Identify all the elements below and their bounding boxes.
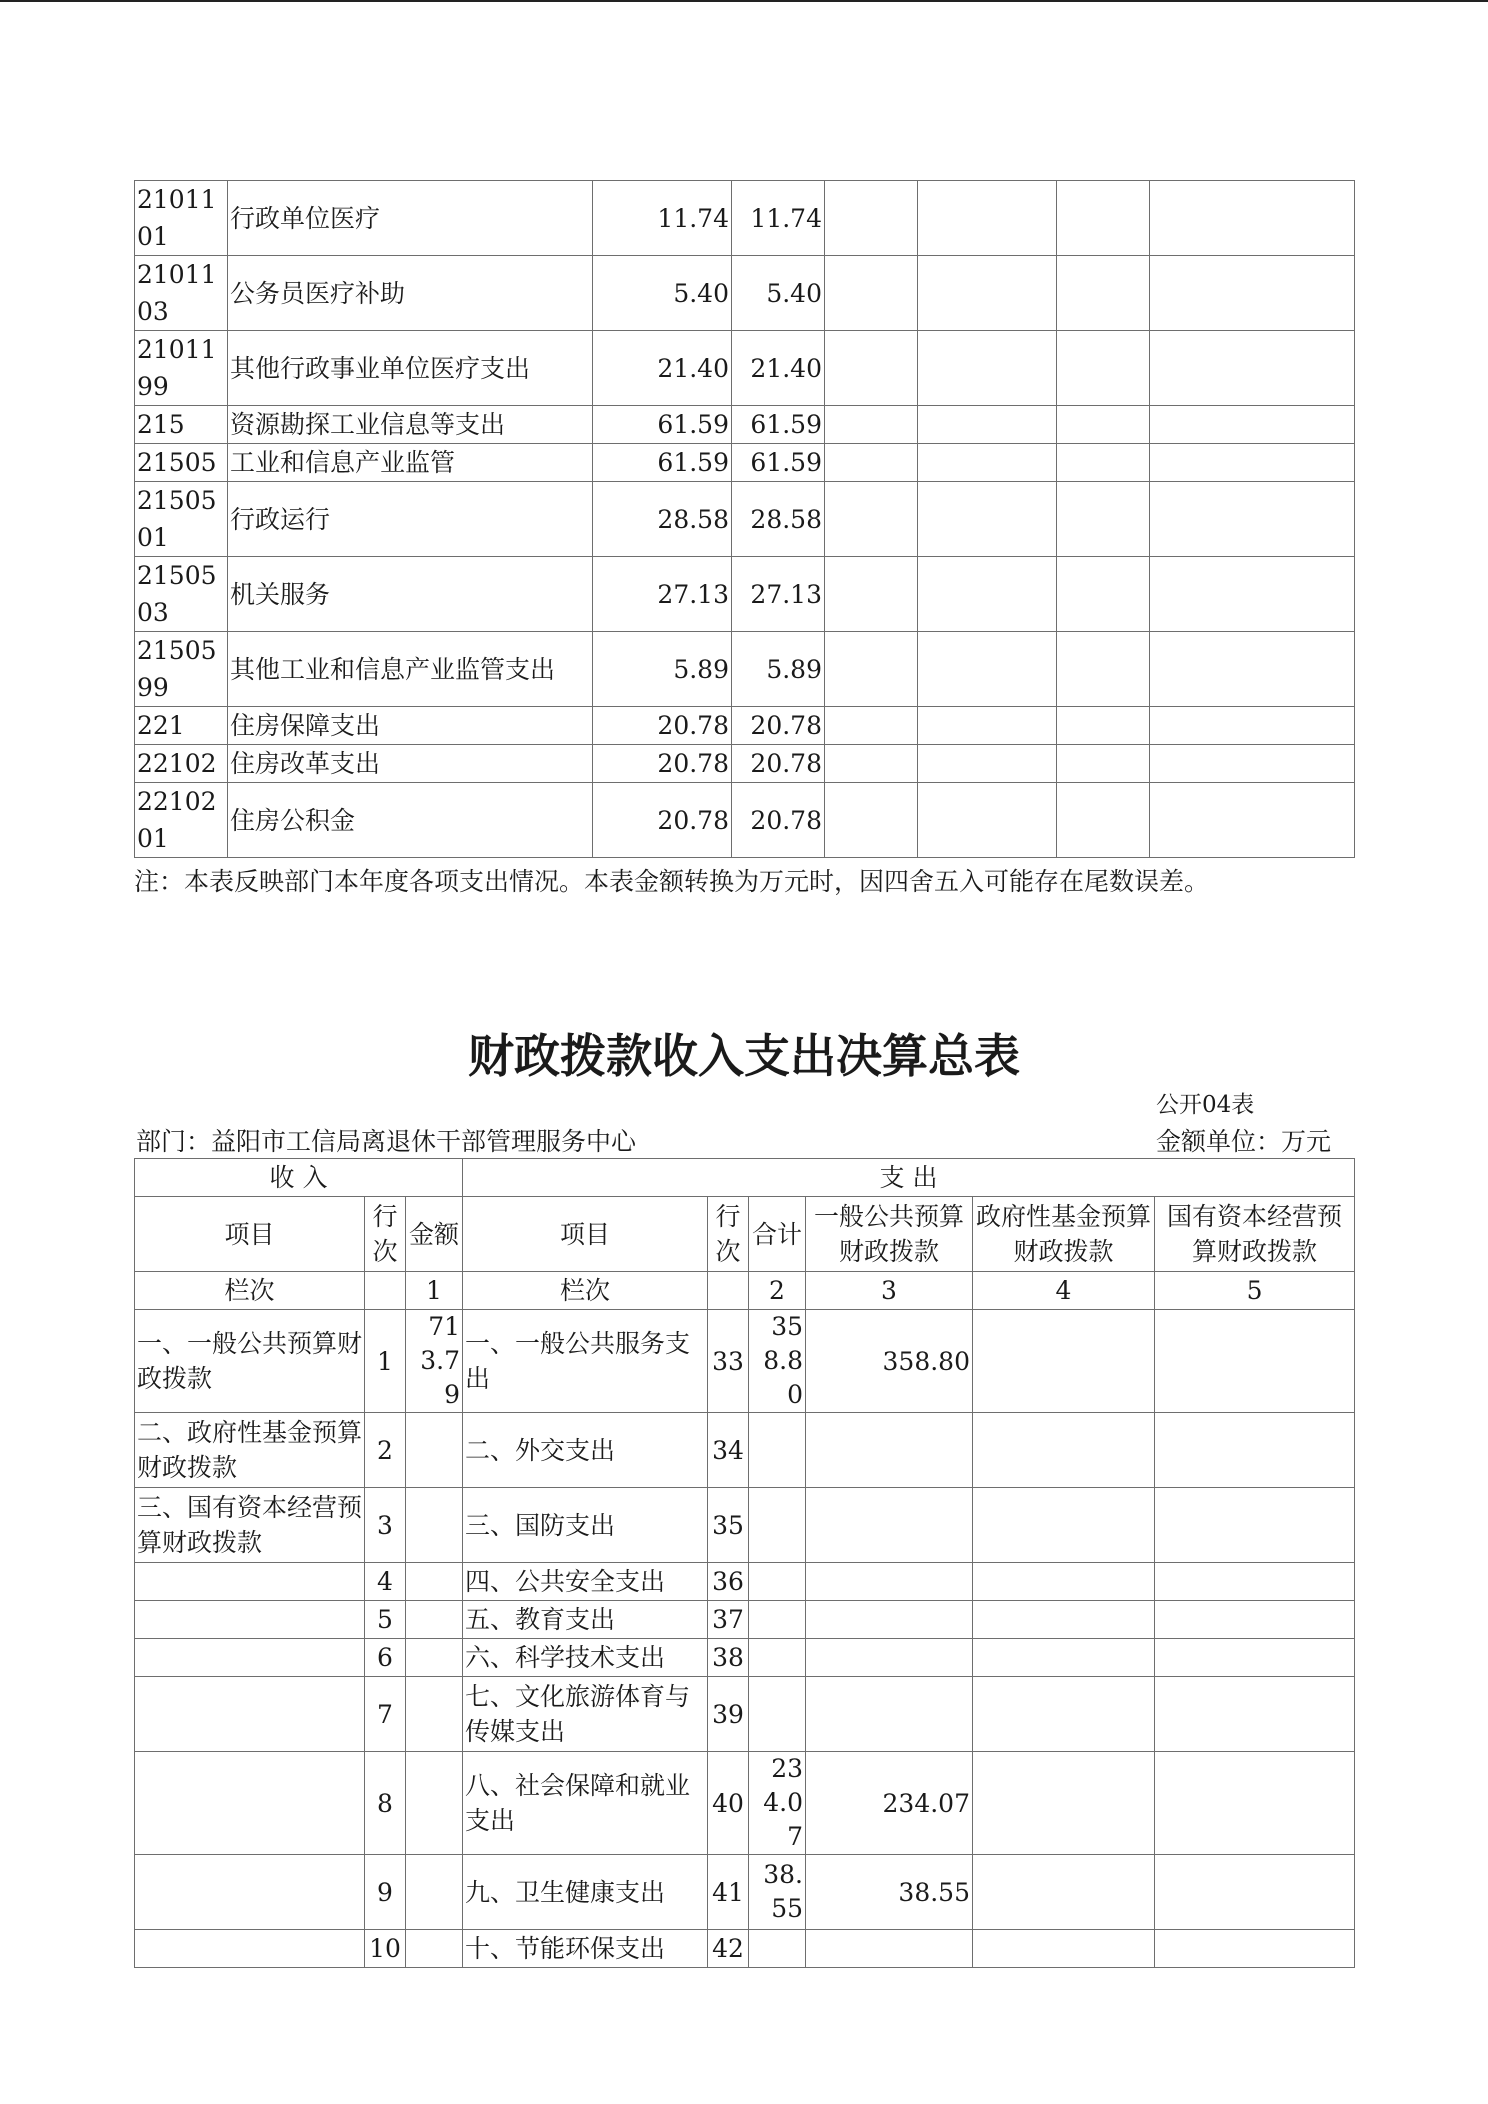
column-index: 2 bbox=[749, 1272, 806, 1310]
empty-cell bbox=[825, 745, 918, 783]
table-row bbox=[135, 783, 1355, 858]
amount-cell: 5.40 bbox=[593, 256, 732, 331]
income-line-no: 8 bbox=[365, 1752, 406, 1855]
empty-cell bbox=[1150, 181, 1355, 256]
amount-cell: 20.78 bbox=[593, 783, 732, 858]
fund-budget-amount bbox=[973, 1752, 1155, 1855]
empty-cell bbox=[825, 707, 918, 745]
table-row bbox=[135, 1488, 1355, 1563]
table-row bbox=[135, 444, 1355, 482]
empty-cell bbox=[918, 783, 1057, 858]
expense-item: 五、教育支出 bbox=[463, 1601, 708, 1639]
amount-cell: 5.89 bbox=[593, 632, 732, 707]
expenditure-detail-table bbox=[134, 180, 1355, 858]
empty-cell bbox=[1150, 444, 1355, 482]
expense-line-no: 38 bbox=[708, 1639, 749, 1677]
amount-cell: 20.78 bbox=[732, 745, 825, 783]
subject-name: 其他工业和信息产业监管支出 bbox=[228, 632, 593, 707]
table-row bbox=[135, 1310, 1355, 1413]
income-amount-header: 金额 bbox=[406, 1197, 463, 1272]
total-amount bbox=[749, 1563, 806, 1601]
total-amount bbox=[749, 1601, 806, 1639]
income-amount: 713.79 bbox=[406, 1310, 463, 1413]
table-row bbox=[135, 406, 1355, 444]
table-row bbox=[135, 1677, 1355, 1752]
subject-code: 21505 bbox=[135, 444, 228, 482]
total-header: 合计 bbox=[749, 1197, 806, 1272]
header-row bbox=[135, 1159, 1355, 1197]
subject-name: 其他行政事业单位医疗支出 bbox=[228, 331, 593, 406]
empty-cell bbox=[1150, 406, 1355, 444]
amount-cell: 27.13 bbox=[593, 557, 732, 632]
empty-cell bbox=[918, 444, 1057, 482]
subject-name: 工业和信息产业监管 bbox=[228, 444, 593, 482]
expense-item: 六、科学技术支出 bbox=[463, 1639, 708, 1677]
table-row bbox=[135, 557, 1355, 632]
empty-cell bbox=[1150, 632, 1355, 707]
table-row bbox=[135, 1563, 1355, 1601]
table-row bbox=[135, 482, 1355, 557]
table-row bbox=[135, 707, 1355, 745]
empty-cell bbox=[825, 482, 918, 557]
subject-code: 2210201 bbox=[135, 783, 228, 858]
empty-cell bbox=[365, 1272, 406, 1310]
total-amount bbox=[749, 1488, 806, 1563]
state-capital-amount bbox=[1155, 1563, 1355, 1601]
empty-cell bbox=[1057, 256, 1150, 331]
amount-cell: 5.89 bbox=[732, 632, 825, 707]
state-capital-amount bbox=[1155, 1677, 1355, 1752]
income-line-no: 1 bbox=[365, 1310, 406, 1413]
fund-budget-header: 政府性基金预算财政拨款 bbox=[973, 1197, 1155, 1272]
amount-unit-label: 金额单位：万元 bbox=[1156, 1127, 1332, 1156]
subject-code: 2101103 bbox=[135, 256, 228, 331]
empty-cell bbox=[1057, 557, 1150, 632]
subject-name: 住房保障支出 bbox=[228, 707, 593, 745]
empty-cell bbox=[1057, 482, 1150, 557]
fiscal-summary-table bbox=[134, 1158, 1355, 1968]
income-line-no: 3 bbox=[365, 1488, 406, 1563]
income-item bbox=[135, 1601, 365, 1639]
expense-item: 四、公共安全支出 bbox=[463, 1563, 708, 1601]
subject-code: 2150501 bbox=[135, 482, 228, 557]
empty-cell bbox=[825, 331, 918, 406]
general-budget-amount bbox=[806, 1488, 973, 1563]
income-item bbox=[135, 1563, 365, 1601]
empty-cell bbox=[1057, 444, 1150, 482]
state-capital-amount bbox=[1155, 1930, 1355, 1968]
empty-cell bbox=[825, 256, 918, 331]
empty-cell bbox=[825, 406, 918, 444]
expense-line-no: 39 bbox=[708, 1677, 749, 1752]
subject-name: 行政运行 bbox=[228, 482, 593, 557]
state-capital-amount bbox=[1155, 1601, 1355, 1639]
income-line-no: 2 bbox=[365, 1413, 406, 1488]
general-budget-amount: 358.80 bbox=[806, 1310, 973, 1413]
empty-cell bbox=[918, 331, 1057, 406]
table-row bbox=[135, 1752, 1355, 1855]
state-capital-amount bbox=[1155, 1752, 1355, 1855]
fund-budget-amount bbox=[973, 1855, 1155, 1930]
subject-code: 2101199 bbox=[135, 331, 228, 406]
subject-name: 住房公积金 bbox=[228, 783, 593, 858]
column-index-label: 栏次 bbox=[463, 1272, 708, 1310]
column-index: 5 bbox=[1155, 1272, 1355, 1310]
expense-line-no: 35 bbox=[708, 1488, 749, 1563]
empty-cell bbox=[1150, 482, 1355, 557]
income-amount bbox=[406, 1930, 463, 1968]
income-item bbox=[135, 1752, 365, 1855]
table-row bbox=[135, 1601, 1355, 1639]
table-row bbox=[135, 1855, 1355, 1930]
table-row bbox=[135, 256, 1355, 331]
income-header: 收 入 bbox=[135, 1159, 463, 1197]
table-row bbox=[135, 1639, 1355, 1677]
empty-cell bbox=[1057, 632, 1150, 707]
subject-name: 行政单位医疗 bbox=[228, 181, 593, 256]
total-amount bbox=[749, 1413, 806, 1488]
department-label: 部门：益阳市工信局离退休干部管理服务中心 bbox=[136, 1127, 637, 1156]
empty-cell bbox=[1150, 557, 1355, 632]
table-row bbox=[135, 745, 1355, 783]
total-amount: 358.80 bbox=[749, 1310, 806, 1413]
fund-budget-amount bbox=[973, 1601, 1155, 1639]
empty-cell bbox=[825, 444, 918, 482]
state-capital-amount bbox=[1155, 1855, 1355, 1930]
column-index-label: 栏次 bbox=[135, 1272, 365, 1310]
income-line-no: 10 bbox=[365, 1930, 406, 1968]
income-item bbox=[135, 1677, 365, 1752]
general-budget-amount bbox=[806, 1639, 973, 1677]
column-index-row bbox=[135, 1272, 1355, 1310]
subject-code: 2101101 bbox=[135, 181, 228, 256]
empty-cell bbox=[1057, 707, 1150, 745]
general-budget-amount: 234.07 bbox=[806, 1752, 973, 1855]
income-item-header: 项目 bbox=[135, 1197, 365, 1272]
empty-cell bbox=[918, 482, 1057, 557]
expense-line-no: 33 bbox=[708, 1310, 749, 1413]
income-amount bbox=[406, 1563, 463, 1601]
form-number-label: 公开04表 bbox=[1156, 1092, 1255, 1118]
income-item: 二、政府性基金预算财政拨款 bbox=[135, 1413, 365, 1488]
amount-cell: 21.40 bbox=[732, 331, 825, 406]
empty-cell bbox=[1057, 745, 1150, 783]
empty-cell bbox=[825, 557, 918, 632]
general-budget-amount bbox=[806, 1413, 973, 1488]
state-capital-amount bbox=[1155, 1310, 1355, 1413]
column-index: 1 bbox=[406, 1272, 463, 1310]
expense-item: 九、卫生健康支出 bbox=[463, 1855, 708, 1930]
empty-cell bbox=[918, 256, 1057, 331]
expense-item: 二、外交支出 bbox=[463, 1413, 708, 1488]
empty-cell bbox=[1057, 783, 1150, 858]
subject-code: 2150503 bbox=[135, 557, 228, 632]
empty-cell bbox=[918, 707, 1057, 745]
general-budget-amount bbox=[806, 1563, 973, 1601]
expense-line-no: 34 bbox=[708, 1413, 749, 1488]
expense-item: 八、社会保障和就业支出 bbox=[463, 1752, 708, 1855]
expense-line-no: 37 bbox=[708, 1601, 749, 1639]
empty-cell bbox=[1057, 181, 1150, 256]
total-amount bbox=[749, 1930, 806, 1968]
expense-line-header: 行次 bbox=[708, 1197, 749, 1272]
subject-name: 资源勘探工业信息等支出 bbox=[228, 406, 593, 444]
general-budget-header: 一般公共预算财政拨款 bbox=[806, 1197, 973, 1272]
expense-item: 一、一般公共服务支出 bbox=[463, 1310, 708, 1413]
subject-code: 22102 bbox=[135, 745, 228, 783]
expense-line-no: 42 bbox=[708, 1930, 749, 1968]
amount-cell: 27.13 bbox=[732, 557, 825, 632]
amount-cell: 61.59 bbox=[732, 444, 825, 482]
fund-budget-amount bbox=[973, 1310, 1155, 1413]
income-line-no: 9 bbox=[365, 1855, 406, 1930]
empty-cell bbox=[1150, 256, 1355, 331]
amount-cell: 61.59 bbox=[732, 406, 825, 444]
subject-name: 公务员医疗补助 bbox=[228, 256, 593, 331]
empty-cell bbox=[918, 632, 1057, 707]
page-top-border bbox=[0, 0, 1488, 2]
empty-cell bbox=[918, 745, 1057, 783]
income-amount bbox=[406, 1488, 463, 1563]
amount-cell: 20.78 bbox=[593, 707, 732, 745]
amount-cell: 20.78 bbox=[732, 707, 825, 745]
income-item bbox=[135, 1855, 365, 1930]
table-row bbox=[135, 181, 1355, 256]
income-line-no: 4 bbox=[365, 1563, 406, 1601]
expense-line-no: 36 bbox=[708, 1563, 749, 1601]
empty-cell bbox=[1057, 406, 1150, 444]
subject-name: 住房改革支出 bbox=[228, 745, 593, 783]
subject-code: 2150599 bbox=[135, 632, 228, 707]
amount-cell: 61.59 bbox=[593, 406, 732, 444]
subject-name: 机关服务 bbox=[228, 557, 593, 632]
column-index: 4 bbox=[973, 1272, 1155, 1310]
expense-item: 三、国防支出 bbox=[463, 1488, 708, 1563]
expense-line-no: 41 bbox=[708, 1855, 749, 1930]
empty-cell bbox=[1150, 783, 1355, 858]
amount-cell: 11.74 bbox=[593, 181, 732, 256]
header-row bbox=[135, 1197, 1355, 1272]
amount-cell: 11.74 bbox=[732, 181, 825, 256]
total-amount: 38.55 bbox=[749, 1855, 806, 1930]
general-budget-amount bbox=[806, 1677, 973, 1752]
page-title: 财政拨款收入支出决算总表 bbox=[468, 1029, 1020, 1083]
income-amount bbox=[406, 1855, 463, 1930]
empty-cell bbox=[825, 181, 918, 256]
table-row bbox=[135, 1930, 1355, 1968]
expense-item: 七、文化旅游体育与传媒支出 bbox=[463, 1677, 708, 1752]
table-row bbox=[135, 331, 1355, 406]
expense-line-no: 40 bbox=[708, 1752, 749, 1855]
table-row bbox=[135, 632, 1355, 707]
fund-budget-amount bbox=[973, 1563, 1155, 1601]
total-amount bbox=[749, 1677, 806, 1752]
empty-cell bbox=[918, 181, 1057, 256]
empty-cell bbox=[1150, 331, 1355, 406]
empty-cell bbox=[918, 557, 1057, 632]
amount-cell: 61.59 bbox=[593, 444, 732, 482]
fund-budget-amount bbox=[973, 1677, 1155, 1752]
state-capital-header: 国有资本经营预算财政拨款 bbox=[1155, 1197, 1355, 1272]
column-index: 3 bbox=[806, 1272, 973, 1310]
income-item: 三、国有资本经营预算财政拨款 bbox=[135, 1488, 365, 1563]
fund-budget-amount bbox=[973, 1488, 1155, 1563]
state-capital-amount bbox=[1155, 1488, 1355, 1563]
subject-code: 221 bbox=[135, 707, 228, 745]
amount-cell: 5.40 bbox=[732, 256, 825, 331]
income-line-header: 行次 bbox=[365, 1197, 406, 1272]
income-item: 一、一般公共预算财政拨款 bbox=[135, 1310, 365, 1413]
empty-cell bbox=[825, 632, 918, 707]
table-footnote: 注：本表反映部门本年度各项支出情况。本表金额转换为万元时，因四舍五入可能存在尾数误差。 bbox=[134, 867, 1210, 896]
income-line-no: 5 bbox=[365, 1601, 406, 1639]
fund-budget-amount bbox=[973, 1413, 1155, 1488]
income-amount bbox=[406, 1601, 463, 1639]
total-amount bbox=[749, 1639, 806, 1677]
state-capital-amount bbox=[1155, 1413, 1355, 1488]
amount-cell: 20.78 bbox=[732, 783, 825, 858]
amount-cell: 28.58 bbox=[593, 482, 732, 557]
empty-cell bbox=[825, 783, 918, 858]
amount-cell: 28.58 bbox=[732, 482, 825, 557]
table-row bbox=[135, 1413, 1355, 1488]
expense-header: 支 出 bbox=[463, 1159, 1355, 1197]
subject-code: 215 bbox=[135, 406, 228, 444]
expense-item: 十、节能环保支出 bbox=[463, 1930, 708, 1968]
general-budget-amount: 38.55 bbox=[806, 1855, 973, 1930]
state-capital-amount bbox=[1155, 1639, 1355, 1677]
amount-cell: 21.40 bbox=[593, 331, 732, 406]
income-item bbox=[135, 1639, 365, 1677]
income-line-no: 7 bbox=[365, 1677, 406, 1752]
general-budget-amount bbox=[806, 1930, 973, 1968]
income-line-no: 6 bbox=[365, 1639, 406, 1677]
general-budget-amount bbox=[806, 1601, 973, 1639]
amount-cell: 20.78 bbox=[593, 745, 732, 783]
empty-cell bbox=[1150, 745, 1355, 783]
empty-cell bbox=[1057, 331, 1150, 406]
empty-cell bbox=[708, 1272, 749, 1310]
income-amount bbox=[406, 1413, 463, 1488]
expense-item-header: 项目 bbox=[463, 1197, 708, 1272]
empty-cell bbox=[1150, 707, 1355, 745]
fund-budget-amount bbox=[973, 1930, 1155, 1968]
empty-cell bbox=[918, 406, 1057, 444]
income-amount bbox=[406, 1752, 463, 1855]
income-item bbox=[135, 1930, 365, 1968]
total-amount: 234.07 bbox=[749, 1752, 806, 1855]
income-amount bbox=[406, 1639, 463, 1677]
fund-budget-amount bbox=[973, 1639, 1155, 1677]
income-amount bbox=[406, 1677, 463, 1752]
